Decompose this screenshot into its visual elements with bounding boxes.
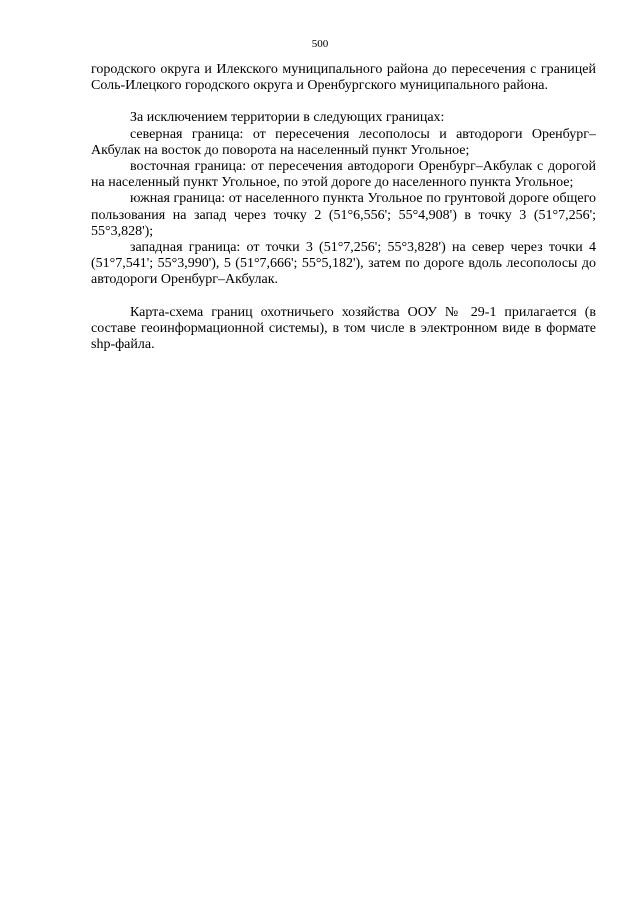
paragraph-west-border: западная граница: от точки 3 (51°7,256'; 55°3,828') на север через точки 4 (51°7,541'; 55°3,990'), 5 (51°7,666'; 55°5,182'), затем по дороге вдоль лесополосы до автодороги Оренбург–Акбулак. xyxy=(91,240,596,288)
paragraph-spacer xyxy=(91,94,596,110)
paragraph-spacer xyxy=(91,289,596,305)
paragraph-east-border: восточная граница: от пересечения автодороги Оренбург–Акбулак с дорогой на населенный пункт Угольное, по этой дороге до населенного пункта Угольное; xyxy=(91,159,596,191)
page-number: 500 xyxy=(311,38,329,50)
paragraph-exclusion-intro: За исключением территории в следующих границах: xyxy=(130,110,445,126)
paragraph-map-note: Карта-схема границ охотничьего хозяйства ООУ № 29-1 прилагается (в составе геоинформационной системы), в том числе в электронном виде в формате shp-файла. xyxy=(91,304,596,353)
document-body xyxy=(91,62,596,353)
paragraph-south-border: южная граница: от населенного пункта Угольное по грунтовой дороге общего пользования на запад через точку 2 (51°6,556'; 55°4,908') в точку 3 (51°7,256'; 55°3,828'); xyxy=(91,191,596,239)
paragraph-continuation: городского округа и Илекского муниципального района до пересечения с границей Соль-Илецкого городского округа и Оренбургского муниципального района. xyxy=(91,62,596,94)
paragraph-north-border: северная граница: от пересечения лесополосы и автодороги Оренбург–Акбулак на восток до поворота на населенный пункт Угольное; xyxy=(91,126,596,158)
